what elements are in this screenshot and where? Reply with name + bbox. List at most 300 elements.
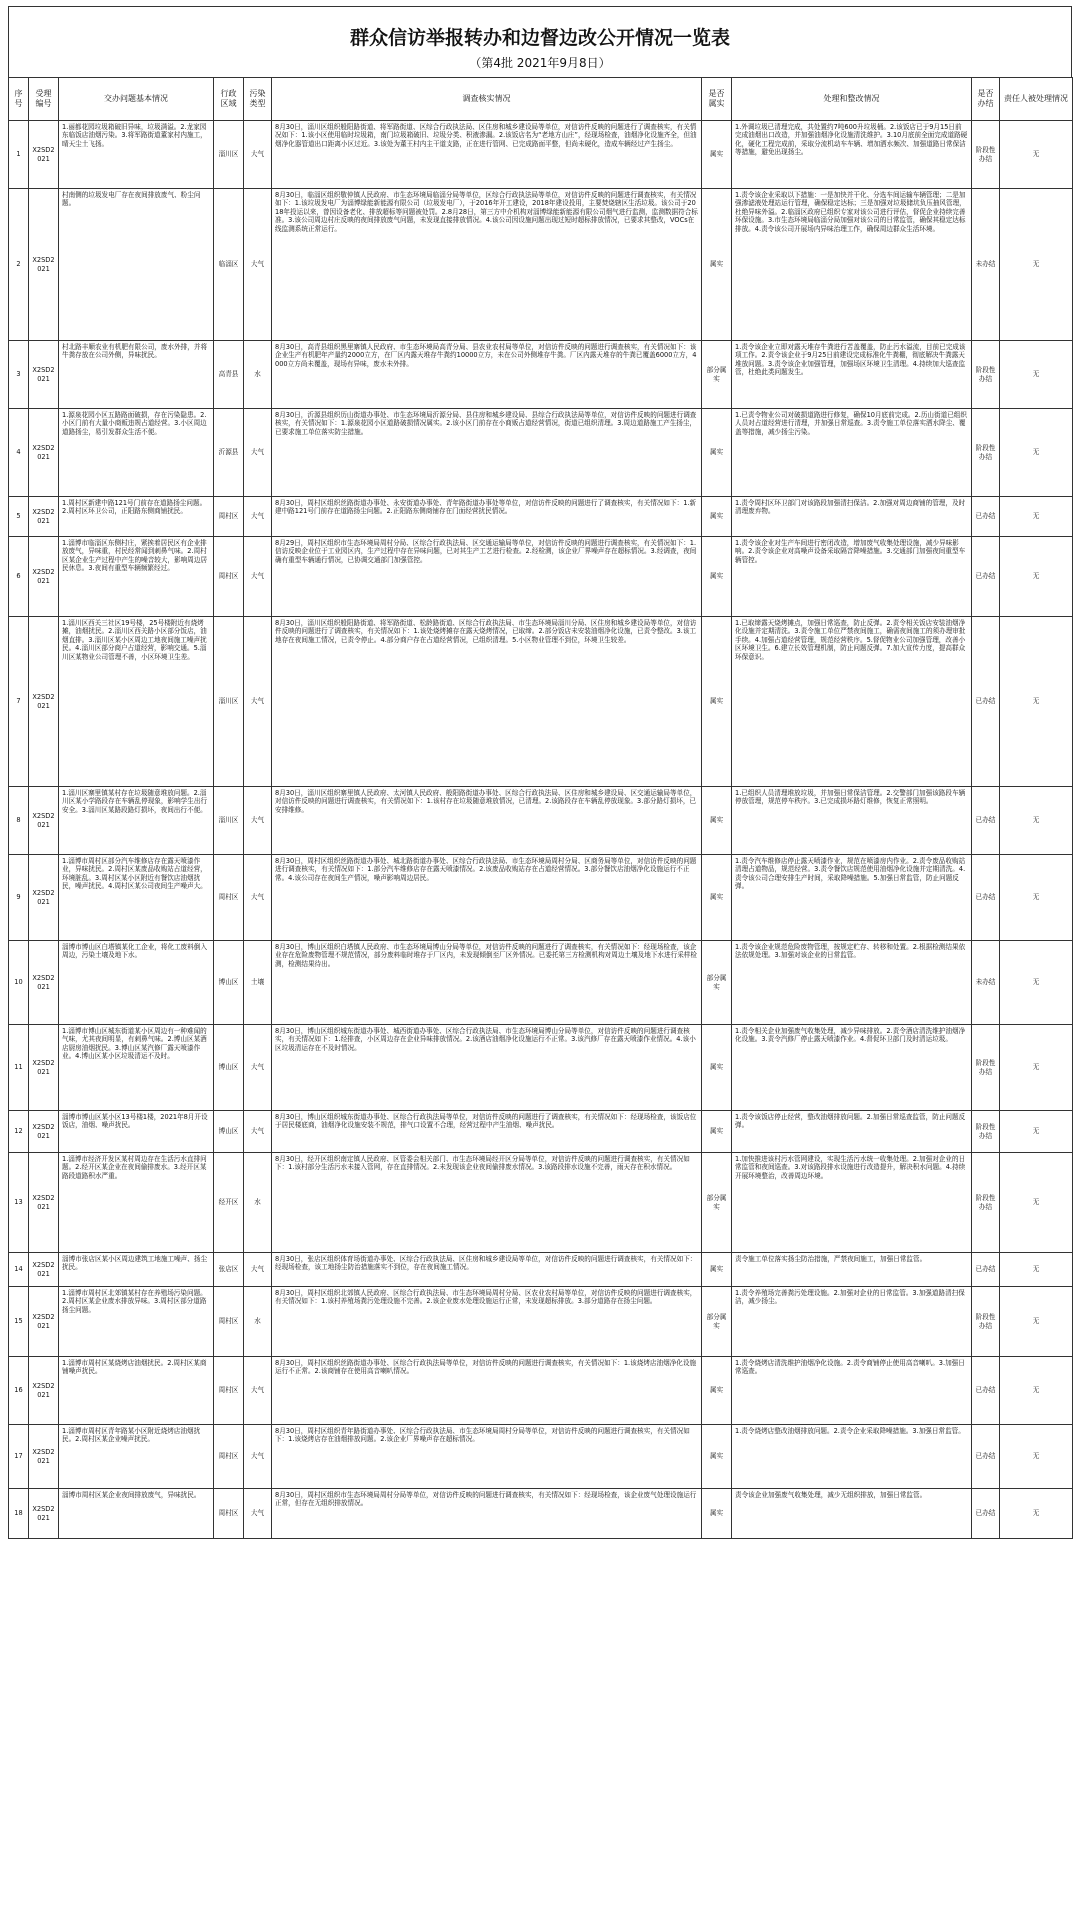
cell-id <box>29 617 59 787</box>
cell-text-investigation: 8月30日，周村区组织丝路街道办事处、城北路街道办事处、区综合行政执法局、市生态环境局周村分局、区商务局等单位，对信访件反映的问题进行调查核实，有关情况如下：1.部分汽车维修店存在露天喷漆情况。2.该废品收购站存在占道经营情况。3.部分餐饮店油烟净化设施运行不正常。4.该公司存在夜间生产情况，噪声影响周边居民。 <box>275 857 697 882</box>
cell-area <box>214 1025 244 1111</box>
cell-text-handling: 1.责令该企业对生产车间进行密闭改造，增加废气收集处理设施，减少异味影响。2.责令该企业对高噪声设备采取隔音降噪措施。3.交通部门加强夜间重型车辆管控。 <box>735 539 966 564</box>
cell-text-problem: 1.淄川区寨里镇某村存在垃圾随意堆放问题。2.淄川区某小学路段存在车辆乱停现象，影响学生出行安全。3.淄川区某路段路灯损坏，夜间出行不便。 <box>62 789 208 814</box>
cell-handling <box>732 787 972 855</box>
cell-text-no: 16 <box>14 1386 23 1395</box>
header-investigation: 调查核实情况 <box>272 78 702 121</box>
cell-type <box>244 1025 272 1111</box>
cell-text-no: 13 <box>14 1198 23 1207</box>
cell-text-area: 临淄区 <box>218 260 239 269</box>
cell-text-punish: 无 <box>1032 150 1040 159</box>
cell-verified <box>702 787 732 855</box>
cell-text-problem: 1.淄川区西关三社区19号楼，25号楼附近有烧烤摊，油烟扰民。2.淄川区西关路小区部分饭店，油烟直排。3.淄川区某小区周边工地夜间施工噪声扰民。4.淄川区部分商户占道经营，影响交通。5.淄川区某物业公司管理不善，小区环境卫生差。 <box>62 619 207 661</box>
cell-text-type: 水 <box>254 1317 261 1326</box>
cell-text-type: 大气 <box>250 1509 265 1518</box>
cell-id <box>29 1153 59 1253</box>
cell-text-closed: 未办结 <box>975 260 996 269</box>
cell-no <box>9 855 29 941</box>
cell-problem <box>59 537 214 617</box>
cell-text-problem: 淄博市博山区某小区13号楼1楼，2021年8月开设饭店，油烟、噪声扰民。 <box>62 1113 208 1130</box>
cell-text-investigation: 8月30日，周村区组织丝路街道办事处、永安街道办事处、青年路街道办事处等单位，对信访件反映的问题进行了调查核实，有关情况如下：1.新建中路121号门前存在道路扬尘问题。2.正阳路东侧商铺存在门面经营扰民情况。 <box>275 499 697 516</box>
cell-area <box>214 1253 244 1287</box>
cell-text-punish: 无 <box>1032 1127 1040 1136</box>
cell-text-punish: 无 <box>1032 1386 1040 1395</box>
cell-text-punish: 无 <box>1032 370 1040 379</box>
document-page <box>8 6 1072 1539</box>
cell-handling <box>732 497 972 537</box>
cell-handling <box>732 341 972 409</box>
cell-text-type: 大气 <box>250 150 265 159</box>
cell-verified <box>702 1111 732 1153</box>
cell-type <box>244 1357 272 1425</box>
cell-type <box>244 1111 272 1153</box>
cell-text-area: 周村区 <box>218 572 239 581</box>
cell-text-punish: 无 <box>1032 697 1040 706</box>
cell-text-investigation: 8月30日，淄川区组织寨里镇人民政府、太河镇人民政府、般阳路街道办事处、区综合行政执法局、区住房和城乡建设局、区交通运输局等单位，对信访件反映的问题进行调查核实，有关情况如下：1.该村存在垃圾随意堆放情况，已清理。2.该路段存在车辆乱停放现象。3.部分路灯损坏，已安排维修。 <box>275 789 697 814</box>
cell-investigation <box>272 1111 702 1153</box>
cell-area <box>214 855 244 941</box>
table-row <box>9 787 1073 855</box>
cell-type <box>244 121 272 189</box>
cell-closed <box>972 341 1000 409</box>
cell-area <box>214 409 244 497</box>
cell-text-area: 博山区 <box>218 1063 239 1072</box>
cell-verified <box>702 409 732 497</box>
cell-no <box>9 341 29 409</box>
table-row <box>9 1111 1073 1153</box>
cell-text-handling: 1.责令汽车维修店停止露天喷漆作业，规范在喷漆房内作业。2.责令废品收购站清理占道物品，规范经营。3.责令餐饮店规范使用油烟净化设施并定期清洗。4.责令该公司合理安排生产时间，采取降噪措施。5.加强日常监管，防止问题反弹。 <box>735 857 966 891</box>
table-row <box>9 189 1073 341</box>
cell-text-id: X2SD2021 <box>32 1448 55 1465</box>
cell-verified <box>702 497 732 537</box>
cell-investigation <box>272 855 702 941</box>
cell-investigation <box>272 121 702 189</box>
cell-problem <box>59 497 214 537</box>
cell-text-verified: 属实 <box>709 448 724 457</box>
cell-closed <box>972 1425 1000 1489</box>
cell-id <box>29 787 59 855</box>
cell-text-closed: 已办结 <box>975 572 996 581</box>
cell-text-id: X2SD2021 <box>32 974 55 991</box>
cell-verified <box>702 855 732 941</box>
cell-text-handling: 责令施工单位落实扬尘防治措施，严禁夜间施工，加强日常监管。 <box>735 1255 927 1263</box>
cell-type <box>244 617 272 787</box>
cell-text-closed: 阶段性办结 <box>975 366 996 383</box>
cell-area <box>214 1489 244 1539</box>
cell-text-closed: 已办结 <box>975 1386 996 1395</box>
cell-handling <box>732 1253 972 1287</box>
header-closed: 是否办结 <box>972 78 1000 121</box>
cell-text-area: 高青县 <box>218 370 239 379</box>
cell-text-investigation: 8月30日，周村区组织丝路街道办事处、区综合行政执法局等单位，对信访件反映的问题进行调查核实，有关情况如下：1.该烧烤店油烟净化设施运行不正常。2.该商铺存在使用高音喇叭情况。 <box>275 1359 697 1376</box>
cell-text-closed: 未办结 <box>975 978 996 987</box>
cell-text-verified: 属实 <box>709 1063 724 1072</box>
cell-text-handling: 1.责令该饭店停止经营，整改油烟排放问题。2.加强日常巡查监管，防止问题反弹。 <box>735 1113 966 1130</box>
table-row <box>9 855 1073 941</box>
cell-text-problem: 1.淄博市周村区北郊镇某村存在养殖场污染问题。2.周村区某企业废水排放异味。3.周村区部分道路扬尘问题。 <box>62 1289 207 1314</box>
table-body <box>9 121 1073 1539</box>
cell-text-problem: 1.淄博市博山区城东街道某小区周边有一种难闻的气味，尤其夜间明显，有刺鼻气味。2.博山区某酒店厨房油烟扰民。3.博山区某汽修厂露天喷漆作业。4.博山区某小区垃圾清运不及时。 <box>62 1027 207 1061</box>
table-row <box>9 1025 1073 1111</box>
cell-closed <box>972 1489 1000 1539</box>
cell-text-problem: 村南侧的垃圾发电厂存在夜间排放废气、粉尘问题。 <box>62 191 201 208</box>
cell-type <box>244 1153 272 1253</box>
cell-text-area: 周村区 <box>218 1452 239 1461</box>
cell-text-investigation: 8月30日，周村区组织市生态环境局周村分局等单位，对信访件反映的问题进行调查核实，有关情况如下：经现场检查，该企业废气处理设施运行正常，但存在无组织排放情况。 <box>275 1491 697 1508</box>
cell-text-punish: 无 <box>1032 1452 1040 1461</box>
cell-text-type: 大气 <box>250 816 265 825</box>
cell-investigation <box>272 617 702 787</box>
cell-text-type: 大气 <box>250 1265 265 1274</box>
cell-text-area: 淄川区 <box>218 697 239 706</box>
cell-text-handling: 1.责令该企业立即对露天堆存牛粪进行苫盖覆盖，防止污水溢流，目前已完成该项工作。2.责令该企业于9月25日前建设完成标准化牛粪棚，彻底解决牛粪露天堆放问题。3.责令该企业加强管理，加强场区环境卫生清理。4.持续加大巡查监管，杜绝此类问题发生。 <box>735 343 966 377</box>
cell-text-handling: 1.责令该企业规范危险废物管理，按规定贮存、转移和处置。2.根据检测结果依法依规处理。3.加强对该企业的日常监管。 <box>735 943 966 960</box>
cell-investigation <box>272 1287 702 1357</box>
cell-text-handling: 1.责令烧烤店清洗维护油烟净化设施。2.责令商铺停止使用高音喇叭。3.加强日常巡查。 <box>735 1359 965 1376</box>
cell-text-handling: 1.已组织人员清理堆放垃圾，并加强日常保洁管理。2.交警部门加强该路段车辆停放管理，规范停车秩序。3.已完成损坏路灯维修，恢复正常照明。 <box>735 789 966 806</box>
cell-text-id: X2SD2021 <box>32 1059 55 1076</box>
cell-investigation <box>272 1425 702 1489</box>
cell-text-verified: 属实 <box>709 816 724 825</box>
cell-text-no: 11 <box>14 1063 23 1072</box>
header-type: 污染类型 <box>244 78 272 121</box>
cell-text-id: X2SD2021 <box>32 1261 55 1278</box>
cell-verified <box>702 1025 732 1111</box>
cell-investigation <box>272 341 702 409</box>
cell-punish <box>1000 537 1073 617</box>
cell-text-verified: 部分属实 <box>706 366 727 383</box>
header-punish: 责任人被处理情况 <box>1000 78 1073 121</box>
cell-punish <box>1000 121 1073 189</box>
cell-text-closed: 阶段性办结 <box>975 1123 996 1140</box>
cell-closed <box>972 617 1000 787</box>
cell-text-type: 土壤 <box>250 978 265 987</box>
cell-no <box>9 537 29 617</box>
cell-handling <box>732 941 972 1025</box>
cell-verified <box>702 1489 732 1539</box>
cell-text-handling: 1.责令养殖场完善粪污处理设施。2.加强对企业的日常监管。3.加强道路清扫保洁，减少扬尘。 <box>735 1289 965 1306</box>
cell-text-investigation: 8月30日，淄川区组织般阳路街道、将军路街道、松龄路街道、区综合行政执法局、市生态环境局淄川分局、区住房和城乡建设局等单位，对信访件反映的问题进行了调查核实，有关情况如下：1.该处烧烤摊存在露天烧烤情况，已取缔。2.部分饭店未安装油烟净化设施，已责令整改。3.该工地存在夜间施工情况，已责令停止。4.部分商户存在占道经营情况，已组织清理。5.小区物业管理不到位，环境卫生较差。 <box>275 619 697 644</box>
cell-text-closed: 阶段性办结 <box>975 1313 996 1330</box>
cell-handling <box>732 1425 972 1489</box>
cell-text-id: X2SD2021 <box>32 812 55 829</box>
cell-text-verified: 部分属实 <box>706 1194 727 1211</box>
cell-punish <box>1000 855 1073 941</box>
cell-text-no: 7 <box>16 697 21 706</box>
cell-punish <box>1000 341 1073 409</box>
cell-handling <box>732 1489 972 1539</box>
table-row <box>9 341 1073 409</box>
cell-area <box>214 1425 244 1489</box>
cell-text-verified: 属实 <box>709 150 724 159</box>
cell-investigation <box>272 537 702 617</box>
table-row <box>9 1425 1073 1489</box>
cell-punish <box>1000 1025 1073 1111</box>
cell-text-closed: 已办结 <box>975 1452 996 1461</box>
cell-text-no: 5 <box>16 512 21 521</box>
cell-text-id: X2SD2021 <box>32 1382 55 1399</box>
cell-handling <box>732 1111 972 1153</box>
cell-id <box>29 941 59 1025</box>
cell-investigation <box>272 941 702 1025</box>
cell-text-type: 大气 <box>250 697 265 706</box>
cell-investigation <box>272 1153 702 1253</box>
table-row <box>9 1253 1073 1287</box>
cell-text-closed: 已办结 <box>975 816 996 825</box>
cell-text-closed: 阶段性办结 <box>975 1194 996 1211</box>
table-row <box>9 1153 1073 1253</box>
cell-text-type: 大气 <box>250 893 265 902</box>
header-verified: 是否属实 <box>702 78 732 121</box>
cell-type <box>244 1489 272 1539</box>
cell-text-area: 周村区 <box>218 1509 239 1518</box>
table-header-row <box>9 78 1073 121</box>
cell-problem <box>59 1025 214 1111</box>
cell-area <box>214 1357 244 1425</box>
cell-text-investigation: 8月30日，淄川区组织般阳路街道、将军路街道、区综合行政执法局、区住房和城乡建设局等单位，对信访件反映的问题进行了调查核实，有关情况如下：1.该小区使用临时垃圾箱，南门垃圾箱破旧、垃圾分类、积液渗漏。2.该饭店名为“老地方山庄”，经现场检查，油烟净化设施齐全，但油烟净化器管道出口距离小区过近。3.该处为董王村内主干道支路，正在进行管网、已完成路面平整，但尚未硬化，造成车辆经过产生扬尘。 <box>275 123 697 148</box>
cell-text-handling: 1.责令相关企业加强废气收集处理，减少异味排放。2.责令酒店清洗维护油烟净化设施。3.责令汽修厂停止露天喷漆作业。4.督促环卫部门及时清运垃圾。 <box>735 1027 966 1044</box>
cell-text-id: X2SD2021 <box>32 1123 55 1140</box>
cell-punish <box>1000 1489 1073 1539</box>
cell-text-type: 大气 <box>250 1452 265 1461</box>
cell-type <box>244 1425 272 1489</box>
cell-no <box>9 787 29 855</box>
cell-problem <box>59 1111 214 1153</box>
cell-text-area: 张店区 <box>218 1265 239 1274</box>
cell-no <box>9 1287 29 1357</box>
cell-text-id: X2SD2021 <box>32 508 55 525</box>
document-title: 群众信访举报转办和边督边改公开情况一览表 <box>8 6 1072 54</box>
cell-text-area: 博山区 <box>218 978 239 987</box>
cell-text-area: 淄川区 <box>218 150 239 159</box>
table-row <box>9 1357 1073 1425</box>
cell-text-problem: 1.源泉花园小区五路路面破损，存在污染隐患。2.小区门前有大量小商贩违规占道经营。3.小区周边道路扬尘，易引发群众生活不便。 <box>62 411 207 436</box>
cell-punish <box>1000 409 1073 497</box>
cell-verified <box>702 1425 732 1489</box>
cell-investigation <box>272 787 702 855</box>
cell-text-area: 周村区 <box>218 1317 239 1326</box>
cell-text-punish: 无 <box>1032 1265 1040 1274</box>
cell-no <box>9 409 29 497</box>
cell-punish <box>1000 1287 1073 1357</box>
cell-punish <box>1000 1357 1073 1425</box>
cell-punish <box>1000 617 1073 787</box>
cell-verified <box>702 1357 732 1425</box>
cell-id <box>29 537 59 617</box>
cell-text-no: 17 <box>14 1452 23 1461</box>
cell-no <box>9 1253 29 1287</box>
cell-closed <box>972 497 1000 537</box>
cell-text-problem: 1.周村区新建中路121号门前存在道路扬尘问题。2.周村区环卫公司，正阳路东侧商铺扰民。 <box>62 499 207 516</box>
cell-text-investigation: 8月30日，沂源县组织历山街道办事处、市生态环境局沂源分局、县住房和城乡建设局、县综合行政执法局等单位，对信访件反映的问题进行调查核实，有关情况如下：1.源泉花园小区道路破损情况属实。2.该小区门前存在小商贩占道经营情况，街道已组织清理。3.周边道路施工产生扬尘，已要求施工单位落实防尘措施。 <box>275 411 697 436</box>
cell-text-verified: 属实 <box>709 572 724 581</box>
cell-text-type: 大气 <box>250 448 265 457</box>
cell-problem <box>59 341 214 409</box>
cell-text-verified: 属实 <box>709 1265 724 1274</box>
cell-text-no: 1 <box>16 150 21 159</box>
cell-text-no: 4 <box>16 448 21 457</box>
cell-closed <box>972 537 1000 617</box>
cell-closed <box>972 1153 1000 1253</box>
cell-verified <box>702 617 732 787</box>
cell-text-area: 淄川区 <box>218 816 239 825</box>
cell-verified <box>702 121 732 189</box>
cell-text-verified: 部分属实 <box>706 1313 727 1330</box>
cell-handling <box>732 121 972 189</box>
header-area: 行政区域 <box>214 78 244 121</box>
table-row <box>9 941 1073 1025</box>
cell-problem <box>59 617 214 787</box>
cell-text-problem: 村北路丰顺农业有机肥有限公司，废水外排，并将牛粪存放在公司外侧，异味扰民。 <box>62 343 208 360</box>
cell-closed <box>972 1287 1000 1357</box>
cell-investigation <box>272 1253 702 1287</box>
cell-text-punish: 无 <box>1032 572 1040 581</box>
cell-text-problem: 1.淄博市周村区某烧烤店油烟扰民。2.周村区某商铺噪声扰民。 <box>62 1359 207 1376</box>
cell-text-no: 9 <box>16 893 21 902</box>
cell-problem <box>59 1253 214 1287</box>
cell-id <box>29 1025 59 1111</box>
cell-text-handling: 1.已取缔露天烧烤摊点，加强日常巡查，防止反弹。2.责令相关饭店安装油烟净化设施并定期清洗。3.责令施工单位严禁夜间施工，确需夜间施工的须办理审批手续。4.加强占道经营管理，规范经营秩序。5.督促物业公司加强管理，改善小区环境卫生。6.建立长效管理机制，防止问题反弹。7.加大宣传力度，提高群众环保意识。 <box>735 619 966 661</box>
cell-text-investigation: 8月30日，周村区组织青年路街道办事处、区综合行政执法局、市生态环境局周村分局等单位，对信访件反映的问题进行调查核实，有关情况如下：1.该烧烤店存在油烟排放问题。2.该企业厂界噪声存在超标情况。 <box>275 1427 690 1444</box>
cell-closed <box>972 787 1000 855</box>
cell-text-punish: 无 <box>1032 893 1040 902</box>
cell-text-problem: 淄博市周村区某企业夜间排放废气，异味扰民。 <box>62 1491 201 1499</box>
cell-problem <box>59 787 214 855</box>
cell-area <box>214 189 244 341</box>
cell-text-investigation: 8月30日，博山区组织城东街道办事处、区综合行政执法局等单位，对信访件反映的问题进行了调查核实，有关情况如下：经现场检查，该饭店位于居民楼底商，油烟净化设施安装不规范，排气口设置不合理，经营过程中产生油烟、噪声扰民。 <box>275 1113 697 1130</box>
cell-id <box>29 1425 59 1489</box>
header-handling: 处理和整改情况 <box>732 78 972 121</box>
cell-id <box>29 1253 59 1287</box>
cell-text-verified: 属实 <box>709 1452 724 1461</box>
cell-text-investigation: 8月30日，博山区组织白塔镇人民政府、市生态环境局博山分局等单位，对信访件反映的问题进行了调查核实，有关情况如下：经现场检查，该企业存在危险废物管理不规范情况，部分废料临时堆存于厂区内，未发现倾倒至厂区外情况。已委托第三方检测机构对周边土壤及地下水进行采样检测，检测结果待出。 <box>275 943 697 968</box>
cell-text-punish: 无 <box>1032 816 1040 825</box>
cell-punish <box>1000 497 1073 537</box>
cell-id <box>29 1287 59 1357</box>
cell-text-type: 大气 <box>250 1063 265 1072</box>
cell-text-problem: 淄博市博山区白塔镇某化工企业，将化工废料倒入周边，污染土壤及地下水。 <box>62 943 208 960</box>
cell-no <box>9 1025 29 1111</box>
cell-text-verified: 属实 <box>709 697 724 706</box>
cell-area <box>214 1153 244 1253</box>
cell-handling <box>732 189 972 341</box>
header-no: 序号 <box>9 78 29 121</box>
cell-text-type: 大气 <box>250 572 265 581</box>
cell-text-verified: 属实 <box>709 1386 724 1395</box>
cell-type <box>244 189 272 341</box>
cell-text-no: 18 <box>14 1509 23 1518</box>
cell-text-id: X2SD2021 <box>32 1505 55 1522</box>
cell-text-punish: 无 <box>1032 1509 1040 1518</box>
cell-text-investigation: 8月30日，博山区组织城东街道办事处、城西街道办事处、区综合行政执法局、市生态环境局博山分局等单位，对信访件反映的问题进行调查核实，有关情况如下：1.经排查，小区周边存在企业异味排放情况。2.该酒店油烟净化设施运行不正常。3.该汽修厂存在露天喷漆作业情况。4.该小区垃圾清运存在不及时情况。 <box>275 1027 696 1052</box>
cell-punish <box>1000 1425 1073 1489</box>
cell-text-handling: 1.责令烧烤店整改油烟排放问题。2.责令企业采取降噪措施。3.加强日常监管。 <box>735 1427 965 1435</box>
cell-handling <box>732 1357 972 1425</box>
cell-punish <box>1000 941 1073 1025</box>
cell-text-verified: 属实 <box>709 1509 724 1518</box>
cell-handling <box>732 409 972 497</box>
cell-text-investigation: 8月30日，经开区组织南定镇人民政府、区管委会相关部门、市生态环境局经开区分局等单位，对信访件反映的问题进行调查核实，有关情况如下：1.该村部分生活污水未接入管网，存在直排情况。2.未发现该企业夜间偷排废水情况。3.该路段排水设施不完善，雨天存在积水情况。 <box>275 1155 690 1172</box>
cell-text-handling: 1.责令该企业采取以下措施：一是加快并干化、分选车间运输车辆管理；二是加强渗滤液处理站运行管理，确保稳定达标；三是加强对垃圾储坑负压抽风管理，杜绝异味外溢。2.临淄区政府已组织专家对该公司进行评估，督促企业持续完善环保设施。3.市生态环境局临淄分局加强对该公司的日常监管，确保其稳定达标排放。4.责令该公司开展场内异味治理工作，确保周边群众生活环境。 <box>735 191 966 233</box>
cell-text-punish: 无 <box>1032 1317 1040 1326</box>
cell-text-closed: 已办结 <box>975 512 996 521</box>
table-row <box>9 409 1073 497</box>
cell-closed <box>972 1357 1000 1425</box>
cell-type <box>244 1287 272 1357</box>
cell-area <box>214 941 244 1025</box>
cell-text-verified: 属实 <box>709 1127 724 1136</box>
cell-problem <box>59 121 214 189</box>
cell-text-type: 水 <box>254 370 261 379</box>
cell-text-type: 大气 <box>250 512 265 521</box>
cell-id <box>29 341 59 409</box>
cell-text-verified: 属实 <box>709 512 724 521</box>
cell-text-area: 博山区 <box>218 1127 239 1136</box>
cell-text-no: 12 <box>14 1127 23 1136</box>
table-row <box>9 537 1073 617</box>
cell-id <box>29 121 59 189</box>
cell-investigation <box>272 189 702 341</box>
cell-problem <box>59 1357 214 1425</box>
cell-text-investigation: 8月30日，周村区组织北郊镇人民政府、区综合行政执法局、市生态环境局周村分局、区农业农村局等单位，对信访件反映的问题进行调查核实，有关情况如下：1.该村养殖场粪污处理设施不完善。2.该企业废水处理设施运行正常，未发现超标排放。3.部分道路存在扬尘问题。 <box>275 1289 697 1306</box>
cell-type <box>244 941 272 1025</box>
cell-punish <box>1000 189 1073 341</box>
cell-text-handling: 1.已责令物业公司对破损道路进行修复，确保10月底前完成。2.历山街道已组织人员对占道经营进行清理，并加强日常巡查。3.责令施工单位落实洒水降尘、覆盖等措施，减少扬尘污染。 <box>735 411 967 436</box>
table-row <box>9 617 1073 787</box>
cell-text-verified: 属实 <box>709 260 724 269</box>
cell-text-handling: 1.外调垃圾已清理完成，共处置约7吨600升垃圾桶。2.该饭店已于9月15日前完成油烟出口改造，并加强油烟净化设施清洗维护。3.10月底前全面完成道路硬化，硬化工程完成前，采取分流机动车车辆、增加洒水频次、加强道路日常保洁等措施，避免出现扬尘。 <box>735 123 968 157</box>
cell-text-type: 水 <box>254 1198 261 1207</box>
cell-verified <box>702 941 732 1025</box>
cell-text-id: X2SD2021 <box>32 693 55 710</box>
cell-verified <box>702 1253 732 1287</box>
cell-id <box>29 855 59 941</box>
cell-text-id: X2SD2021 <box>32 1194 55 1211</box>
cell-area <box>214 787 244 855</box>
cell-area <box>214 121 244 189</box>
cell-closed <box>972 1025 1000 1111</box>
cell-problem <box>59 1287 214 1357</box>
cell-no <box>9 617 29 787</box>
cell-investigation <box>272 1357 702 1425</box>
table-row <box>9 121 1073 189</box>
cell-punish <box>1000 1111 1073 1153</box>
cell-text-id: X2SD2021 <box>32 146 55 163</box>
cell-problem <box>59 409 214 497</box>
cell-no <box>9 941 29 1025</box>
cell-closed <box>972 855 1000 941</box>
cell-text-closed: 阶段性办结 <box>975 146 996 163</box>
cell-no <box>9 1425 29 1489</box>
cell-text-area: 周村区 <box>218 1386 239 1395</box>
cell-text-problem: 1.淄博市临淄区东侧村庄，紧挨着居民区有企业排放废气，异味重，村民经常闻到刺鼻气味。2.周村区某企业生产过程中产生的噪音较大，影响周边居民休息。3.夜间有重型车辆频繁经过。 <box>62 539 208 573</box>
cell-text-handling: 1.加快推进该村污水管网建设，实现生活污水统一收集处理。2.加强对企业的日常监管和夜间巡查。3.对该路段排水设施进行改造提升，解决积水问题。4.持续开展环境整治，改善周边环境。 <box>735 1155 966 1180</box>
cell-handling <box>732 855 972 941</box>
cell-investigation <box>272 497 702 537</box>
cell-text-no: 15 <box>14 1317 23 1326</box>
cell-text-punish: 无 <box>1032 978 1040 987</box>
cell-text-closed: 阶段性办结 <box>975 444 996 461</box>
cell-text-handling: 责令该企业加强废气收集处理，减少无组织排放，加强日常监管。 <box>735 1491 927 1499</box>
cell-text-investigation: 8月30日，临淄区组织敬仲镇人民政府、市生态环境局临淄分局等单位，区综合行政执法局等单位，对信访件反映的问题进行调查核实，有关情况如下：1.该垃圾发电厂为淄博绿能新能源有限公司（垃圾发电厂），于2016年开工建设，2018年建设投用，主要焚烧辖区生活垃圾。该公司于2018年投运以来，曾因设备老化、排放超标等问题被处罚。2.8月28日，第三方中介机构对淄博绿能新能源有限公司烟气进行监测，监测数据符合标准。3.该公司周边村庄反映的夜间排放废气问题，未发现直接排放情况。4.该公司因设施问题出现过短时超标排放情况，已要求其整改，VOCs在线监测系统正常运行。 <box>275 191 698 233</box>
cell-text-closed: 已办结 <box>975 893 996 902</box>
cell-text-id: X2SD2021 <box>32 568 55 585</box>
cell-type <box>244 409 272 497</box>
cell-verified <box>702 1153 732 1253</box>
header-id: 受理编号 <box>29 78 59 121</box>
cell-investigation <box>272 409 702 497</box>
cell-investigation <box>272 1025 702 1111</box>
